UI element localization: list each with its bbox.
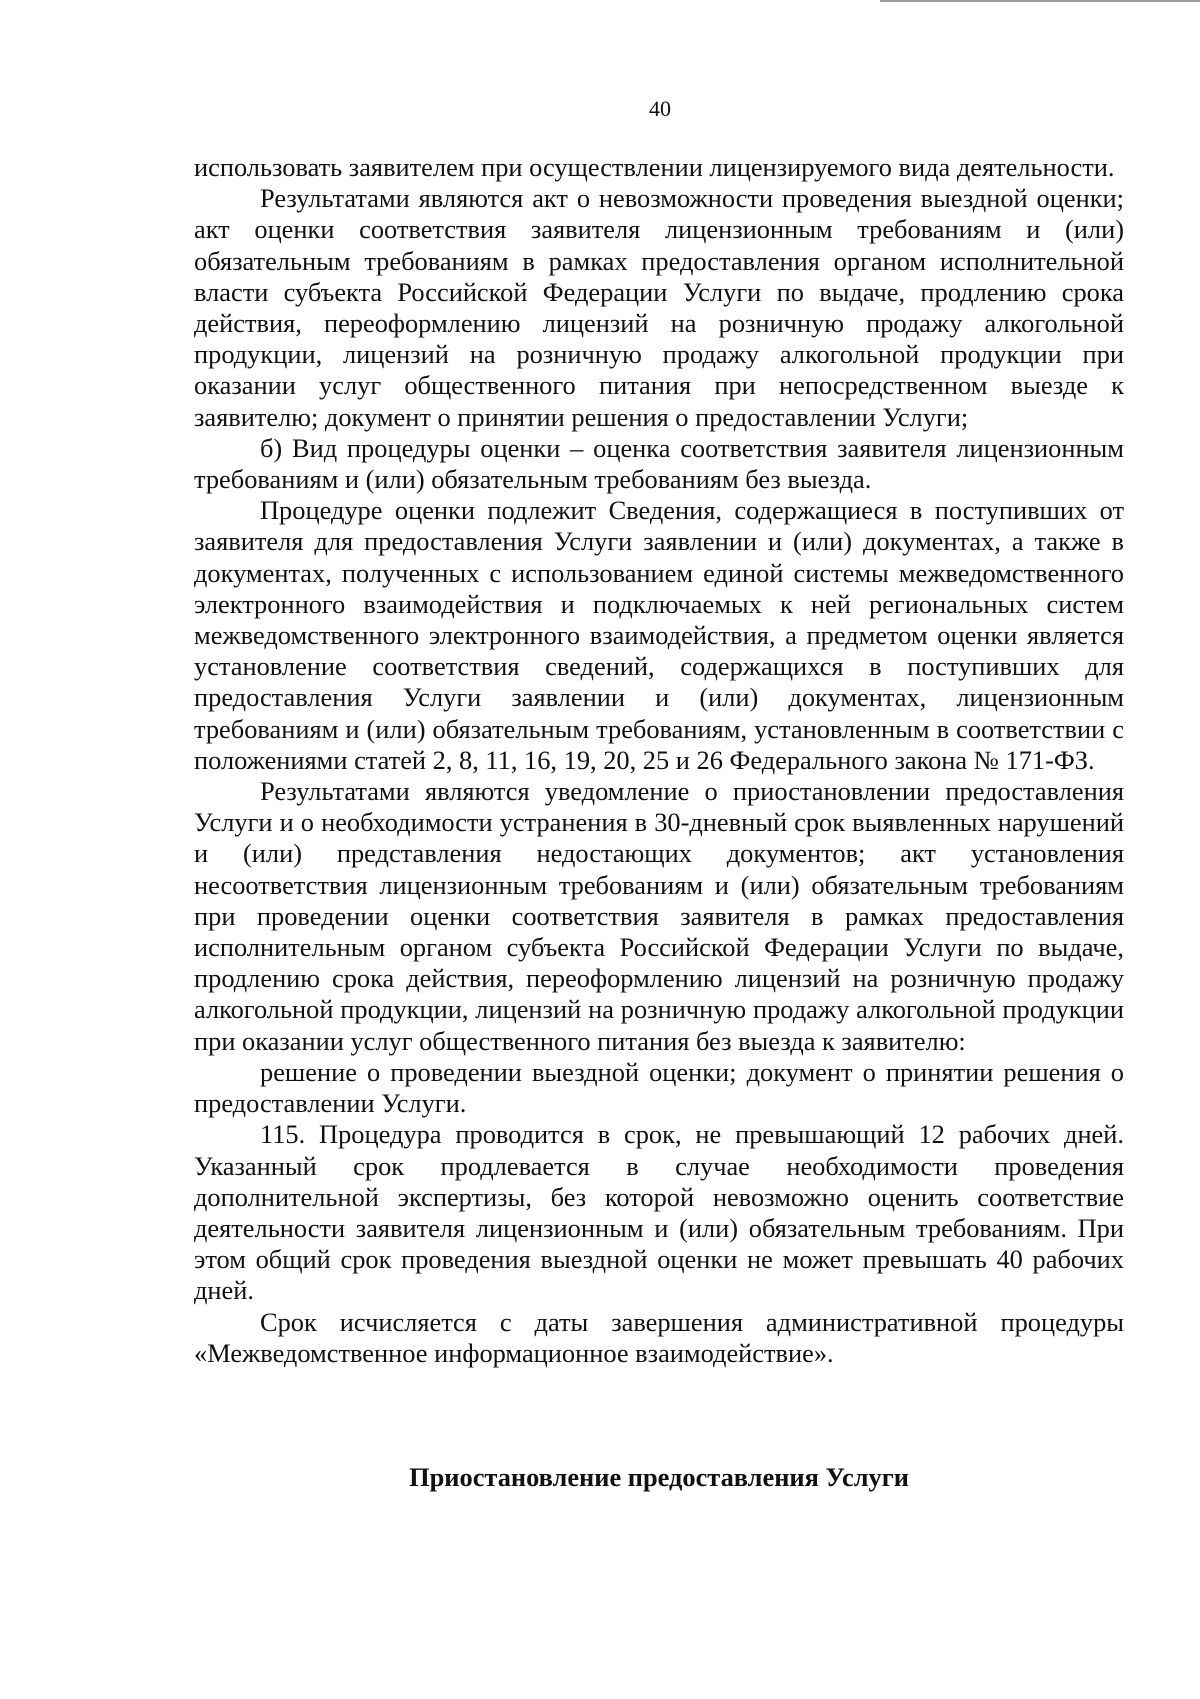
section-heading: Приостановление предоставления Услуги: [409, 1462, 909, 1492]
paragraph-item-115: 115. Процедура проводится в срок, не превышающий 12 рабочих дней. Указанный срок продлевается в случае необходимости проведения дополнительной экспертизы, без которой невозможно оценить соответствие деятельности заявителя лицензионным и (или) обязательным требованиям. При этом общий срок проведения выездной оценки не может превышать 40 рабочих дней.: [194, 1119, 1124, 1306]
paragraph-term-calculation: Срок исчисляется с даты завершения административной процедуры «Межведомственное информационное взаимодействие».: [194, 1306, 1124, 1368]
paragraph-procedure-type-b: б) Вид процедуры оценки – оценка соответствия заявителя лицензионным требованиям и (или) обязательным требованиям без выезда.: [194, 432, 1124, 495]
paragraph-results-site-visit: Результатами являются акт о невозможности проведения выездной оценки; акт оценки соответствия заявителя лицензионным требованиям и (или) обязательным требованиям в рамках предоставления органом исполнительной власти субъекта Российской Федерации Услуги по выдаче, продлению срока действия, переоформлению лицензий на розничную продажу алкогольной продукции, лицензий на розничную продажу алкогольной продукции при оказании услуг общественного питания при непосредственном выезде к заявителю; документ о принятии решения о предоставлении Услуги;: [194, 183, 1124, 432]
scan-edge-line: [880, 0, 1200, 2]
page-number: 40: [649, 96, 671, 121]
paragraph-results-no-visit: Результатами являются уведомление о приостановлении предоставления Услуги и о необходимости устранения в 30-дневный срок выявленных нарушений и (или) представления недостающих документов; акт установления несоответствия лицензионным требованиям и (или) обязательным требованиям при проведении оценки соответствия заявителя в рамках предоставления исполнительным органом субъекта Российской Федерации Услуги по выдаче, продлению срока действия, переоформлению лицензий на розничную продажу алкогольной продукции, лицензий на розничную продажу алкогольной продукции при оказании услуг общественного питания без выезда к заявителю:: [194, 776, 1124, 1056]
paragraph-decision: решение о проведении выездной оценки; документ о принятии решения о предоставлении Услуги.: [194, 1056, 1124, 1119]
paragraph-assessment-subject: Процедуре оценки подлежит Сведения, содержащиеся в поступивших от заявителя для предоставления Услуги заявлении и (или) документах, а также в документах, полученных с использованием единой системы межведомственного электронного взаимодействия и подключаемых к ней региональных систем межведомственного электронного взаимодействия, а предметом оценки является установление соответствия сведений, содержащихся в поступивших для предоставления Услуги заявлении и (или) документах, лицензионным требованиям и (или) обязательным требованиям, установленным в соответствии с положениями статей 2, 8, 11, 16, 19, 20, 25 и 26 Федерального закона № 171-ФЗ.: [194, 495, 1124, 775]
body-text: [194, 152, 1124, 1369]
paragraph-continuation: использовать заявителем при осуществлении лицензируемого вида деятельности.: [194, 152, 1115, 182]
